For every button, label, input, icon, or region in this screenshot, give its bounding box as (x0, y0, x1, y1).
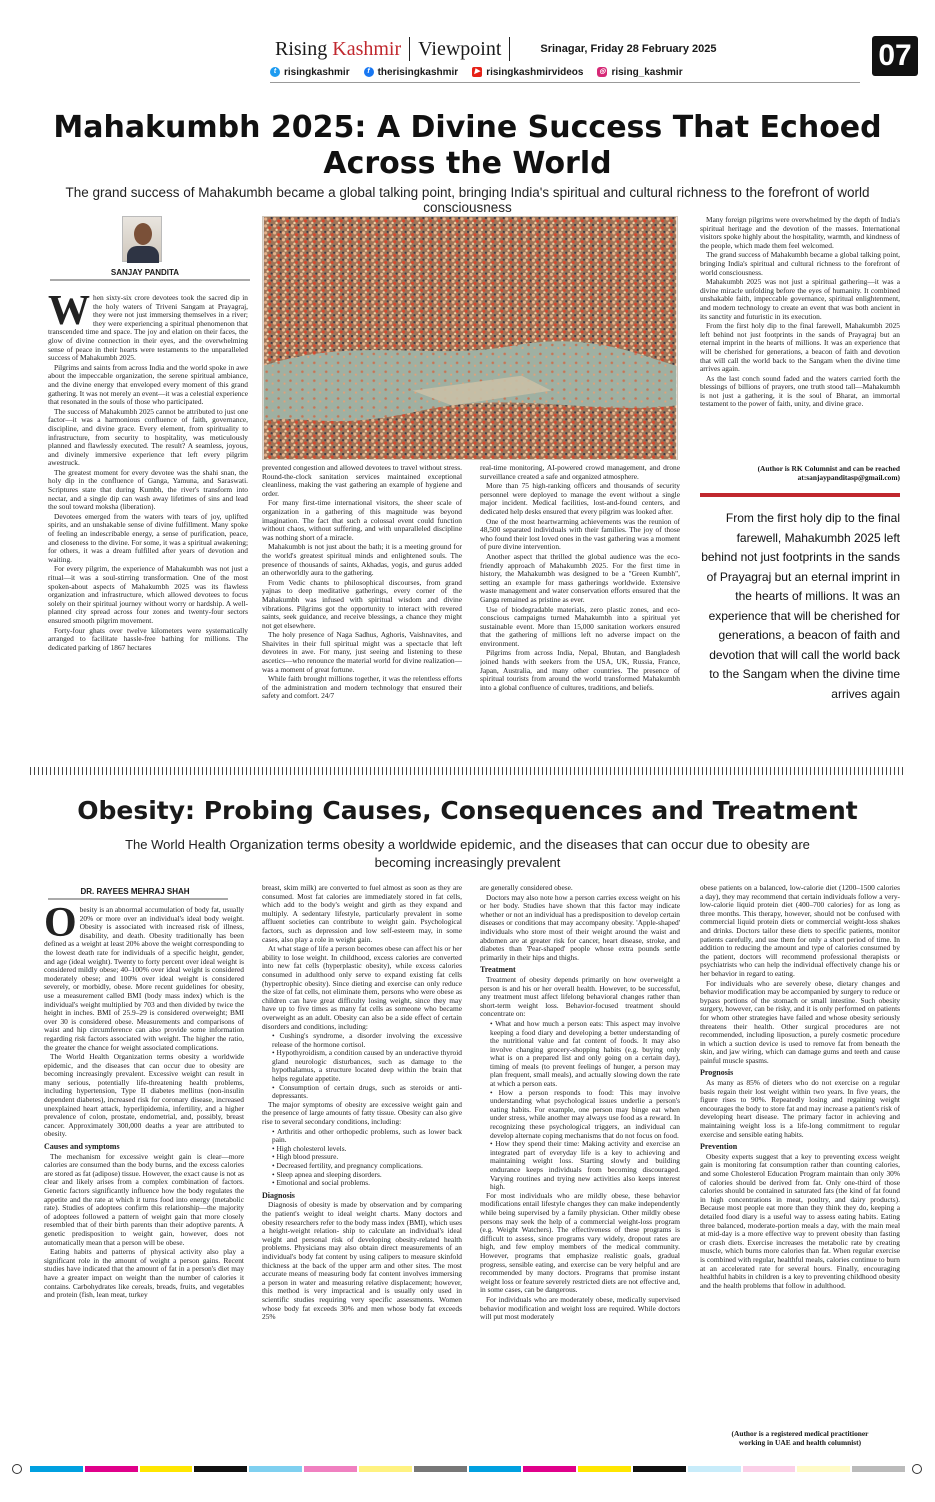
color-swatch (469, 1466, 522, 1472)
color-swatch (140, 1466, 193, 1472)
list-item: • Cushing's syndrome, a disorder involving the excessive release of the hormone cortisol. (272, 1032, 462, 1049)
list-item: • Consumption of certain drugs, such as steroids or anti-depressants. (272, 1084, 462, 1101)
color-swatch (249, 1466, 302, 1472)
social-handle: rising_kashmir (611, 66, 683, 78)
paragraph: Pilgrims from across India, Nepal, Bhutan, and Bangladesh joined hands with seekers from the USA, UK, Russia, France, Japan, Australia, and many other countries. The presence of spiritual tourists from around the world transformed Mahakumbh into a global confluence of cultures, traditions, and beliefs. (480, 648, 680, 692)
author-rule (50, 279, 250, 281)
author-note-line: (Author is RK Columnist and can be reached (757, 464, 900, 473)
author-photo-head (134, 223, 152, 245)
paragraph: Mahakumbh 2025 was not just a spiritual gathering—it was a divine miracle unfolding before the eyes of humanity. It combined unshakable faith, impeccable governance, spiritual enlightenment, and modern technology to create an event that was both ancient in its sanctity and futuristic in its execution. (700, 277, 900, 321)
color-swatch (359, 1466, 412, 1472)
article2-column-3 (480, 884, 680, 1454)
crowd-area (264, 217, 677, 459)
section-name: Viewpoint (418, 37, 502, 60)
paragraph: Use of biodegradable materials, zero plastic zones, and eco-conscious campaigns turned Mahakumbh into a spiritual yet sustainable event. More than 15,000 sanitation workers ensured that the gathering of millions left no adverse impact on the environment. (480, 604, 680, 648)
color-swatch (414, 1466, 467, 1472)
social-instagram[interactable] (597, 67, 682, 78)
social-facebook[interactable] (364, 67, 459, 78)
paragraph: While faith brought millions together, it was the relentless efforts of the administration and modern technology that ensured their safety and comfort. 24/7 (262, 674, 462, 701)
social-handle: risingkashmirvideos (486, 66, 584, 78)
paragraph: Pilgrims and saints from across India and the world spoke in awe about the impeccable organization, the serene spiritual ambiance, and the divine energy that enveloped every moment of this grand gathering. It was not merely an event—it was a celestial experience that resonated in the souls of those who participated. (48, 362, 248, 407)
paragraph: For individuals who are moderately obese, medically supervised behavior modification and weight loss are required. While doctors will put most moderately (480, 1294, 680, 1322)
paragraph: At what stage of life a person becomes obese can affect his or her ability to lose weight. In childhood, excess calories are converted into new fat cells (hyperplastic obesity), while excess calories consumed in adulthood only serve to expand existing fat cells (hypertrophic obesity). Since dieting and exercise can only reduce the size of fat cells, not eliminate them, persons who were obese as children can have great difficulty losing weight, since they may have up to five times as many fat cells as someone who became overweight as an adult. Obesity can also be a side effect of certain disorders and conditions, including: (262, 944, 462, 1031)
color-swatch (633, 1466, 686, 1472)
subhead: Treatment (480, 965, 516, 975)
youtube-icon: ▶ (472, 67, 482, 77)
list-item: • How a person responds to food: This may involve understanding what psychological issues underlie a person's eating habits. For example, one person may binge eat when under stress, while another may always use food as a reward. In recognizing these psychological triggers, an individual can develop alternate coping mechanisms that do not focus on food. (490, 1089, 680, 1141)
treatment-list (480, 1020, 680, 1192)
author-photo (122, 216, 162, 262)
author-rule (48, 898, 228, 900)
paragraph: are generally considered obese. (480, 884, 573, 892)
paragraph: From the first holy dip to the final farewell, Mahakumbh 2025 left behind not just footprints in the sands of Prayagraj but an eternal imprint in the hearts of millions. It was an experience that will be cherished for generations, a beacon of faith and devotion that will call the world back to the Sangam when the divine time arrives again. (700, 321, 900, 374)
color-swatch (85, 1466, 138, 1472)
article2-author: DR. RAYEES MEHRAJ SHAH (80, 887, 190, 896)
paragraph: The holy presence of Naga Sadhus, Aghoris, Vaishnavites, and Shaivites in their full spiritual might was a spectacle that left devotees in awe. For many, just seeing and listening to these ascetics—who renounce the material world for divine realization—was a moment of great fortune. (262, 630, 462, 674)
page-number: 07 (872, 36, 918, 76)
instagram-icon: ◎ (599, 68, 606, 75)
color-swatch (797, 1466, 850, 1472)
list-item: • High cholesterol levels. (272, 1145, 462, 1154)
crowd-photo (262, 216, 678, 460)
paragraph: The success of Mahakumbh 2025 cannot be attributed to just one factor—it was a harmonious confluence of faith, governance, discipline, and divine grace. Every element, from spirituality to infrastructure, from security to hospitality, was meticulously planned and flawlessly executed. The result? A seamless, joyous, and divinely immersive experience that left every pilgrim awestruck. (48, 406, 248, 468)
list-item: • How they spend their time: Making activity and exercise an integrated part of everyday life is a key to achieving and maintaining weight loss. Starting slowly and building endurance keeps individuals from becoming discouraged. Varying routines and trying new activities also keeps interest high. (490, 1140, 680, 1192)
paragraph: Obesity experts suggest that a key to preventing excess weight gain is monitoring fat consumption rather than counting calories, and some Cholesterol Education Program maintain than only 30% of calories should be derived from fat. Only one-third of those calories should be contained in saturated fats (the kind of fat found in high concentrations in meat, poultry, and dairy products). Because most people eat more than they think they do, keeping a detailed food diary is a useful way to assess eating habits. Eating three balanced, moderate-portion meals a day, with the main meal at mid-day is a more effective way to prevent obesity than fasting or crash diets. Exercise increases the metabolic rate by creating muscle, which burns more calories than fat. When regular exercise is combined with regular, healthful meals, calories continue to burn at an accelerated rate for several hours. Finally, encouraging healthful habits in children is a key to preventing childhood obesity and the health problems that follow in adulthood. (700, 1151, 900, 1290)
conditions-list (262, 1032, 462, 1101)
masthead-rule (270, 82, 860, 83)
paragraph: Treatment of obesity depends primarily on how overweight a person is and his or her overall health. However, to be successful, any treatment must affect lifelong behavioral changes rather than short-term weight loss. Behavior-focused treatment should concentrate on: (480, 974, 680, 1019)
author-photo-body (127, 246, 159, 263)
subhead: Causes and symptoms (44, 1142, 120, 1152)
paragraph: From Vedic chants to philosophical discourses, from grand yajnas to deep meditative gatherings, every corner of the Mahakumbh was infused with spiritual wisdom and divine vibrations. Pilgrims got the opportunity to interact with revered saints, seek guidance, and receive blessings, a chance they might not get elsewhere. (262, 577, 462, 630)
paragraph: Obesity is an abnormal accumulation of body fat, usually 20% or more over an individual's ideal body weight. Obesity is associated with increased risk of illness, disability, and death. Obesity traditionally has been defined as a weight at least 20% above the weight corresponding to the lowest death rate for individuals of a specific height, gender, and age (ideal weight). Twenty to forty percent over ideal weight is considered mildly obese; 40–100% over ideal weight is considered moderately obese; and 100% over ideal weight is considered severely, or morbidly, obese. More recent guidelines for obesity, use a measurement called BMI (body mass index) which is the individual's weight multiplied by 703 and then divided by twice the height in inches. BMI of 25.9–29 is considered overweight; BMI over 30 is considered obese. Measurements and comparisons of waist and hip circumference can also provide some information regarding risk factors associated with weight. The higher the ratio, the greater the chance for weight associated complications. (44, 906, 244, 1052)
paragraph: For many first-time international visitors, the sheer scale of organization in a gathering of this magnitude was beyond imagination. The fact that such a colossal event could function without chaos, without suffering, and with unparalleled discipline was nothing short of a miracle. (262, 498, 462, 542)
article1-column-4 (700, 216, 900, 462)
color-swatch (578, 1466, 631, 1472)
article2-column-4 (700, 884, 900, 1428)
list-item: • Emotional and social problems. (272, 1179, 462, 1188)
article1-author: SANJAY PANDITA (110, 268, 180, 277)
article2-column-1 (44, 906, 244, 1454)
social-twitter[interactable] (270, 67, 350, 78)
paragraph: Mahakumbh is not just about the bath; it is a meeting ground for the world's greatest spiritual minds and enlightened souls. The presence of thousands of saints, Akhadas, yogis, and gurus added an otherworldly aura to the gathering. (262, 542, 462, 578)
social-handle: risingkashmir (284, 66, 350, 78)
paragraph: More than 75 high-ranking officers and thousands of security personnel were deployed to manage the event without a single major incident. Medical facilities, lost-and-found centers, and dedicated help desks ensured that every pilgrim was looked after. (480, 481, 680, 516)
paragraph: As many as 85% of dieters who do not exercise on a regular basis regain their lost weight within two years. In five years, the figure rises to 90%. Repeatedly losing and regaining weight encourages the body to store fat and may increase a patient's risk of developing heart disease. The primary factor in achieving and maintaining weight loss is a life-long commitment to regular exercise and sensible eating habits. (700, 1078, 900, 1139)
list-item: • Arthritis and other orthopedic problems, such as lower back pain. (272, 1128, 462, 1145)
print-color-bar (30, 1466, 905, 1476)
secondary-conditions-list (262, 1128, 462, 1188)
masthead-divider (509, 37, 510, 61)
article1-column-2 (262, 464, 462, 752)
article1-deck: The grand success of Mahakumbh became a global talking point, bringing India's spiritual and cultural richness to the forefront of world consciousness (65, 185, 870, 215)
masthead-divider (409, 37, 410, 61)
color-swatch (304, 1466, 357, 1472)
social-youtube[interactable] (472, 67, 583, 78)
author-note-line: working in UAE and health columnist) (738, 1437, 862, 1447)
paragraph: Eating habits and patterns of physical activity also play a significant role in the amount of weight a person gains. Recent studies have indicated that the amount of fat in a person's diet may have a greater impact on weight than the number of calories it contains. Carbohydrates like cereals, breads, fruits, and vegetables and protein (fish, lean meat, turkey (44, 1247, 244, 1300)
subhead: Prognosis (700, 1068, 734, 1078)
paragraph: As the last conch sound faded and the waters carried forth the blessings of billions of prayers, one truth stood tall—Mahakumbh is not just a gathering, it is the soul of Bharat, an immortal testament to the power of faith, unity, and divine grace. (700, 373, 900, 409)
article2-author-note (700, 1430, 900, 1448)
social-handle: therisingkashmir (377, 66, 459, 78)
color-swatch (688, 1466, 741, 1472)
list-item: • Sleep apnea and sleeping disorders. (272, 1171, 462, 1180)
paragraph: prevented congestion and allowed devotees to travel without stress. Round-the-clock sanitation services maintained exceptional cleanliness, making the vast gathering an example of hygiene and order. (262, 464, 462, 498)
paragraph: Doctors may also note how a person carries excess weight on his or her body. Studies have shown that this factor may indicate whether or not an individual has a predisposition to develop certain diseases or conditions that may accompany obesity. 'Apple-shaped' individuals who store most of their weight around the waist and abdomen are at greater risk for cancer, heart disease, stroke, and diabetes than 'Pear-shaped' people whose extra pounds settle primarily in their hips and thighs. (480, 892, 680, 962)
list-item: • What and how much a person eats: This aspect may involve keeping a food diary and developing a better understanding of the nutritional value and fat content of foods. It may also involve changing grocery-shopping habits (e.g. buying only what is on a prepared list and only going on a certain day), timing of meals (to prevent feelings of hunger, a person may plan frequent, small meals), and actually slowing down the rate at which a person eats. (490, 1020, 680, 1089)
paragraph: Diagnosis of obesity is made by observation and by comparing the patient's weight to ideal weight charts. Many doctors and obesity researchers refer to the body mass index (BMI), which uses a height-weight relation- ship to calculate an individual's ideal weight and personal risk of developing obesity-related health problems. Physicians may also obtain direct measurements of an individual's body fat content by using calipers to measure skinfold thickness at the back of the upper arm and other sites. The most accurate means of measuring body fat content involves immersing a person in water and measuring relative displacement; however, this method is very impractical and is usually only used in scientific studies requiring very specific assessments. Women whose body fat exceeds 30% and men whose body fat exceeds 25% (262, 1200, 462, 1322)
color-swatch (523, 1466, 576, 1472)
pullquote: From the first holy dip to the final farewell, Mahakumbh 2025 left behind not just footprints in the sands of Prayagraj but an eternal imprint in the hearts of millions. It was an experience that will be cherished for generations, a beacon of faith and devotion that will call the world back to the Sangam when the divine time arrives again (701, 511, 900, 701)
social-handles (270, 64, 870, 80)
color-swatch (194, 1466, 247, 1472)
article2-headline: Obesity: Probing Causes, Consequences and Treatment (77, 796, 858, 825)
paragraph: The World Health Organization terms obesity a worldwide epidemic, and the diseases that can occur due to obesity are becoming increasingly prevalent. Excessive weight can result in many serious, potentially life-threatening health problems, including hypertension, Type II diabetes mellitus (non-insulin dependent diabetes), increased risk for coronary disease, increased unexplained heart attack, hyperlipidemia, infertility, and a higher prevalence of colon, prostate, endometrial, and, possibly, breast cancer. Approximately 300,000 deaths a year are attributed to obesity. (44, 1052, 244, 1139)
paragraph: The grand success of Mahakumbh became a global talking point, bringing India's spiritual and cultural richness to the forefront of world consciousness. (700, 250, 900, 277)
paragraph: The major symptoms of obesity are excessive weight gain and the presence of large amounts of fatty tissue. Obesity can also give rise to several secondary conditions, including: (262, 1099, 462, 1127)
subhead: Diagnosis (262, 1190, 295, 1200)
paragraph: When sixty-six crore devotees took the sacred dip in the holy waters of Triveni Sangam at Prayagraj, they were not just immersing themselves in a river; they were experiencing a spiritual phenomenon that transcended time and space. The joy and elation on their faces, the glow of divine connection in their eyes, and the overwhelming sense of peace in their hearts were testaments to the unparalleled success of Mahakumbh 2025. (48, 294, 248, 363)
paragraph: For every pilgrim, the experience of Mahakumbh was not just a ritual—it was a soul-stirring transformation. One of the most spoken-about aspects of Mahakumbh 2025 was its flawless organization and infrastructure, which allowed devotees to focus solely on their spiritual journey without worry or hardship. A well-planned city spread across four zones and twenty-four sectors ensured smooth pilgrim movement. (48, 564, 248, 625)
masthead (275, 36, 855, 62)
article1-author-note (700, 465, 900, 483)
list-item: • High blood pressure. (272, 1153, 462, 1162)
subhead: Prevention (700, 1142, 738, 1152)
color-swatch (743, 1466, 796, 1472)
brand-rising: Rising (275, 37, 328, 60)
paragraph: breast, skim milk) are converted to fuel almost as soon as they are consumed. Most fat calories are immediately stored in fat cells, which add to the body's weight and girth as they expand and multiply. A sedentary lifestyle, particularly prevalent in some affluent societies can contribute to weight gain. Psychological factors, such as depression and low self-esteem may, in some cases, also play a role in weight gain. (262, 884, 462, 944)
paragraph: Many foreign pilgrims were overwhelmed by the depth of India's spiritual heritage and the devotion of the masses. International visitors spoke highly about the hospitality, warmth, and kindness of the people, which made them feel welcomed. (700, 216, 900, 250)
dateline: Srinagar, Friday 28 February 2025 (540, 43, 717, 55)
article-divider (30, 767, 905, 775)
article2-column-2 (262, 884, 462, 1454)
paragraph: Devotees emerged from the waters with tears of joy, uplifted spirits, and an unshakable sense of divine fulfillment. Many spoke of feeling an indescribable energy, a sense of purification, peace, and closeness to the divine. For some, it was a spiritual awakening; for others, it was a dream fulfilled after years of devotion and waiting. (48, 511, 248, 564)
facebook-icon: f (364, 67, 374, 77)
registration-mark (12, 1464, 22, 1474)
pullquote-rule (700, 493, 900, 497)
color-swatch (852, 1466, 905, 1472)
paragraph: One of the most heartwarming achievements was the reunion of 48,500 separated individuals with their families. The joy of those who found their lost loved ones in the vast gathering was a moment of pure divine intervention. (480, 516, 680, 552)
paragraph: real-time monitoring, AI-powered crowd management, and drone surveillance created a safe and organized atmosphere. (480, 464, 680, 481)
author-note-line: at:sanjaypanditasp@gmail.com) (797, 472, 900, 482)
paragraph: obese patients on a balanced, low-calorie diet (1200–1500 calories a day), they may recommend that certain individuals follow a very-low-calorie liquid protein diet (400–700 calories) for as long as three months. This therapy, however, should not be confused with commercial liquid protein diets or commercial weight-loss shakes and drinks. Doctors tailor these diets to specific patients, monitor patients carefully, and use them for only a short period of time. In addition to reducing the amount and type of calories consumed by the patient, doctors will recommend professional therapists or psychiatrists who can help the individual effectively change his or her behavior in regard to eating. (700, 884, 900, 978)
article1-column-1 (48, 294, 248, 752)
dropcap: W (48, 294, 90, 334)
article2-deck: The World Health Organization terms obesity a worldwide epidemic, and the diseases that can occur due to obesity are becoming increasingly prevalent (125, 837, 810, 870)
paragraph: The greatest moment for every devotee was the shahi snan, the holy dip in the confluence of Ganga, Yamuna, and Saraswati. Scriptures state that during Kumbh, the river's transform into nectar, and a single dip can wash away lifetimes of sins and lead the soul toward moksha (liberation). (48, 467, 248, 512)
paragraph: Forty-four ghats over twelve kilometers were systematically arranged to facilitate hassle-free bathing for millions. The dedicated parking of 1867 hectares (48, 625, 248, 652)
paragraph: For individuals who are severely obese, dietary changes and behavior modification may be accompanied by surgery to reduce or bypass portions of the stomach or small intestine. Such obesity surgery, however, can be risky, and it is only performed on patients for whom other strategies have failed and whose obesity seriously threatens their health. Other surgical procedures are not recommended, including liposuction, a purely cosmetic procedure in which a suction device is used to remove fat from beneath the skin, and jaw wiring, which can damage gums and teeth and cause painful muscle spasms. (700, 978, 900, 1065)
article1-column-3 (480, 464, 680, 752)
author-note-line: (Author is a registered medical practitioner (731, 1429, 869, 1438)
dropcap: O (44, 906, 77, 946)
paragraph: For most individuals who are mildly obese, these behavior modifications entail lifestyle changes they can make independently while being supervised by a family physician. Other mildly obese persons may seek the help of a commercial weight-loss program (e.g. Weight Watchers). The effectiveness of these programs is difficult to assess, since programs vary widely, dropout rates are high, and few employ members of the medical community. However, programs that emphasize realistic goals, gradual progress, sensible eating, and exercise can be very helpful and are recommended by many doctors. Programs that promise instant weight loss or feature severely restricted diets are not effective and, in some cases, can be dangerous. (480, 1190, 680, 1295)
list-item: • Hypothyroidism, a condition caused by an underactive thyroid gland neurologic disturbances, such as damage to the hypothalamus, a structure located deep within the brain that helps regulate appetite. (272, 1049, 462, 1083)
registration-mark (912, 1464, 922, 1474)
paragraph: The mechanism for excessive weight gain is clear—more calories are consumed than the body burns, and the excess calories are stored as fat (adipose) tissue. However, the exact cause is not as clear and likely arises from a complex combination of factors. Genetic factors significantly influence how the body regulates the appetite and the rate at which it turns food into energy (metabolic rate). Studies of adoptees confirm this relationship—the majority of adoptees followed a pattern of weight gain that more closely resembled that of their birth parents than their adoptive parents. A genetic predisposition to weight gain, however, does not automatically mean that a person will be obese. (44, 1151, 244, 1247)
color-swatch (30, 1466, 83, 1472)
paragraph: Another aspect that thrilled the global audience was the eco-friendly approach of Mahakumbh 2025. For the first time in history, the Mahakumbh was designed to be a "Green Kumbh", setting an example for mass gatherings worldwide. Extensive waste management and water conservation efforts ensured that the Ganga remained as pristine as ever. (480, 551, 680, 604)
article1-headline: Mahakumbh 2025: A Divine Success That Echoed Across the World (53, 110, 882, 181)
list-item: • Decreased fertility, and pregnancy complications. (272, 1162, 462, 1171)
twitter-icon: t (270, 67, 280, 77)
brand-kashmir: Kashmir (332, 37, 402, 60)
brand-logo (275, 38, 401, 61)
